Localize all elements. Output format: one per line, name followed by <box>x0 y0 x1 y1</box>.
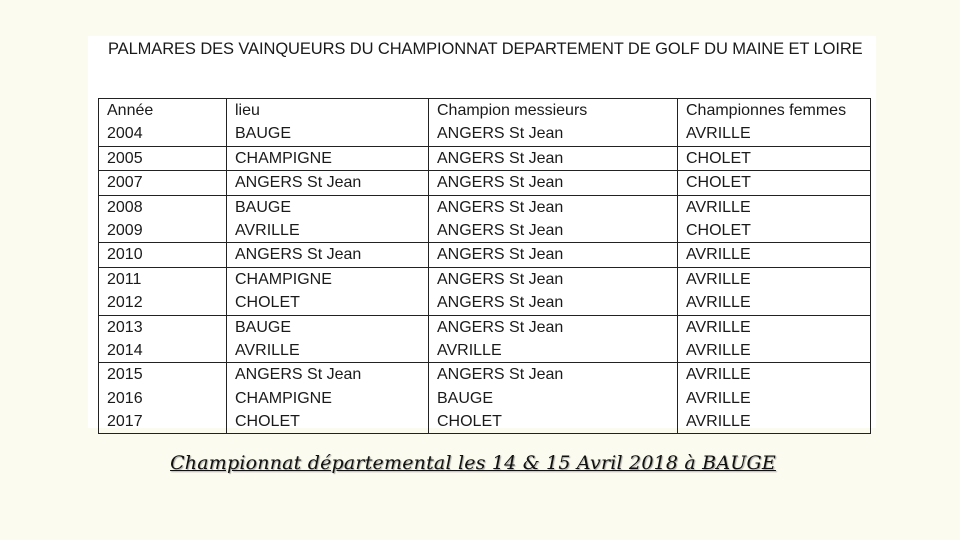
header-champion-messieurs: Champion messieurs <box>437 102 588 119</box>
cell-messieurs: CHOLET <box>437 413 502 431</box>
cell-annee: 2004 <box>107 125 143 143</box>
table-cell <box>678 195 871 243</box>
table-row <box>99 363 871 434</box>
page-title: PALMARES DES VAINQUEURS DU CHAMPIONNAT DEPARTEMENT DE GOLF DU MAINE ET LOIRE <box>108 40 863 58</box>
cell-lieu: ANGERS St Jean <box>235 366 362 384</box>
championship-caption: Championnat départemental les 14 & 15 Avril 2018 à BAUGE <box>170 452 776 474</box>
cell-annee: 2010 <box>107 246 143 264</box>
cell-messieurs: ANGERS St Jean <box>437 294 564 312</box>
table-row <box>99 315 871 363</box>
cell-annee: 2005 <box>107 149 143 167</box>
cell-lieu: BAUGE <box>235 198 292 216</box>
cell-messieurs: ANGERS St Jean <box>437 125 564 143</box>
cell-femmes: AVRILLE <box>686 318 751 336</box>
cell-femmes: AVRILLE <box>686 389 751 407</box>
palmares-table <box>98 98 871 434</box>
cell-femmes: AVRILLE <box>686 366 751 384</box>
table-row <box>99 267 871 315</box>
cell-annee: 2015 <box>107 366 143 384</box>
table-row <box>99 243 871 267</box>
cell-lieu: CHAMPIGNE <box>235 149 332 167</box>
cell-messieurs: BAUGE <box>437 389 494 407</box>
cell-annee: 2008 <box>107 198 143 216</box>
table-cell <box>99 267 227 315</box>
document-sheet <box>88 36 876 431</box>
cell-annee: 2011 <box>107 270 142 288</box>
cell-femmes: CHOLET <box>686 174 751 192</box>
table-cell <box>678 146 871 170</box>
table-cell <box>429 171 678 195</box>
table-cell <box>429 195 678 243</box>
table-cell <box>99 363 227 434</box>
table-row <box>99 195 871 243</box>
table-cell <box>429 267 678 315</box>
cell-annee: 2009 <box>107 221 143 239</box>
table-cell <box>99 315 227 363</box>
cell-messieurs: ANGERS St Jean <box>437 246 564 264</box>
table-cell <box>227 195 429 243</box>
table-cell <box>227 171 429 195</box>
table-body <box>99 99 871 434</box>
cell-femmes: CHOLET <box>686 221 751 239</box>
cell-femmes: AVRILLE <box>686 413 751 431</box>
table-cell <box>99 243 227 267</box>
table-header-row <box>99 99 871 147</box>
cell-annee: 2017 <box>107 413 143 431</box>
cell-messieurs: ANGERS St Jean <box>437 174 564 192</box>
table-cell <box>678 171 871 195</box>
cell-messieurs: ANGERS St Jean <box>437 318 564 336</box>
cell-annee: 2014 <box>107 341 143 359</box>
cell-lieu: BAUGE <box>235 125 292 143</box>
cell-lieu: AVRILLE <box>235 221 300 239</box>
cell-lieu: CHOLET <box>235 413 300 431</box>
table-cell <box>227 363 429 434</box>
table-cell <box>429 146 678 170</box>
header-lieu: lieu <box>235 102 260 119</box>
table-cell <box>227 267 429 315</box>
table-cell <box>99 171 227 195</box>
cell-lieu: BAUGE <box>235 318 292 336</box>
cell-lieu: AVRILLE <box>235 341 300 359</box>
table-row <box>99 146 871 170</box>
table-cell <box>227 146 429 170</box>
cell-femmes: AVRILLE <box>686 125 751 143</box>
cell-femmes: AVRILLE <box>686 341 751 359</box>
table-cell <box>678 243 871 267</box>
table-cell <box>678 363 871 434</box>
table-cell <box>99 195 227 243</box>
table-cell <box>227 243 429 267</box>
cell-femmes: AVRILLE <box>686 246 751 264</box>
cell-annee: 2016 <box>107 389 143 407</box>
cell-messieurs: AVRILLE <box>437 341 502 359</box>
cell-messieurs: ANGERS St Jean <box>437 149 564 167</box>
table-cell <box>678 267 871 315</box>
table-cell <box>678 315 871 363</box>
table-cell <box>429 243 678 267</box>
table-cell <box>429 363 678 434</box>
cell-femmes: AVRILLE <box>686 198 751 216</box>
cell-messieurs: ANGERS St Jean <box>437 366 564 384</box>
cell-lieu: CHAMPIGNE <box>235 389 332 407</box>
cell-femmes: AVRILLE <box>686 294 751 312</box>
cell-annee: 2013 <box>107 318 143 336</box>
header-annee: Année <box>107 102 154 119</box>
table-cell <box>99 146 227 170</box>
cell-lieu: ANGERS St Jean <box>235 174 362 192</box>
cell-lieu: ANGERS St Jean <box>235 246 362 264</box>
cell-femmes: CHOLET <box>686 149 751 167</box>
table-cell <box>227 315 429 363</box>
cell-messieurs: ANGERS St Jean <box>437 198 564 216</box>
table-cell <box>429 315 678 363</box>
cell-lieu: CHOLET <box>235 294 300 312</box>
table-row <box>99 171 871 195</box>
cell-femmes: AVRILLE <box>686 270 751 288</box>
cell-messieurs: ANGERS St Jean <box>437 270 564 288</box>
cell-lieu: CHAMPIGNE <box>235 270 332 288</box>
header-championnes-femmes: Championnes femmes <box>686 102 847 119</box>
cell-annee: 2012 <box>107 294 143 312</box>
cell-messieurs: ANGERS St Jean <box>437 221 564 239</box>
cell-annee: 2007 <box>107 174 143 192</box>
